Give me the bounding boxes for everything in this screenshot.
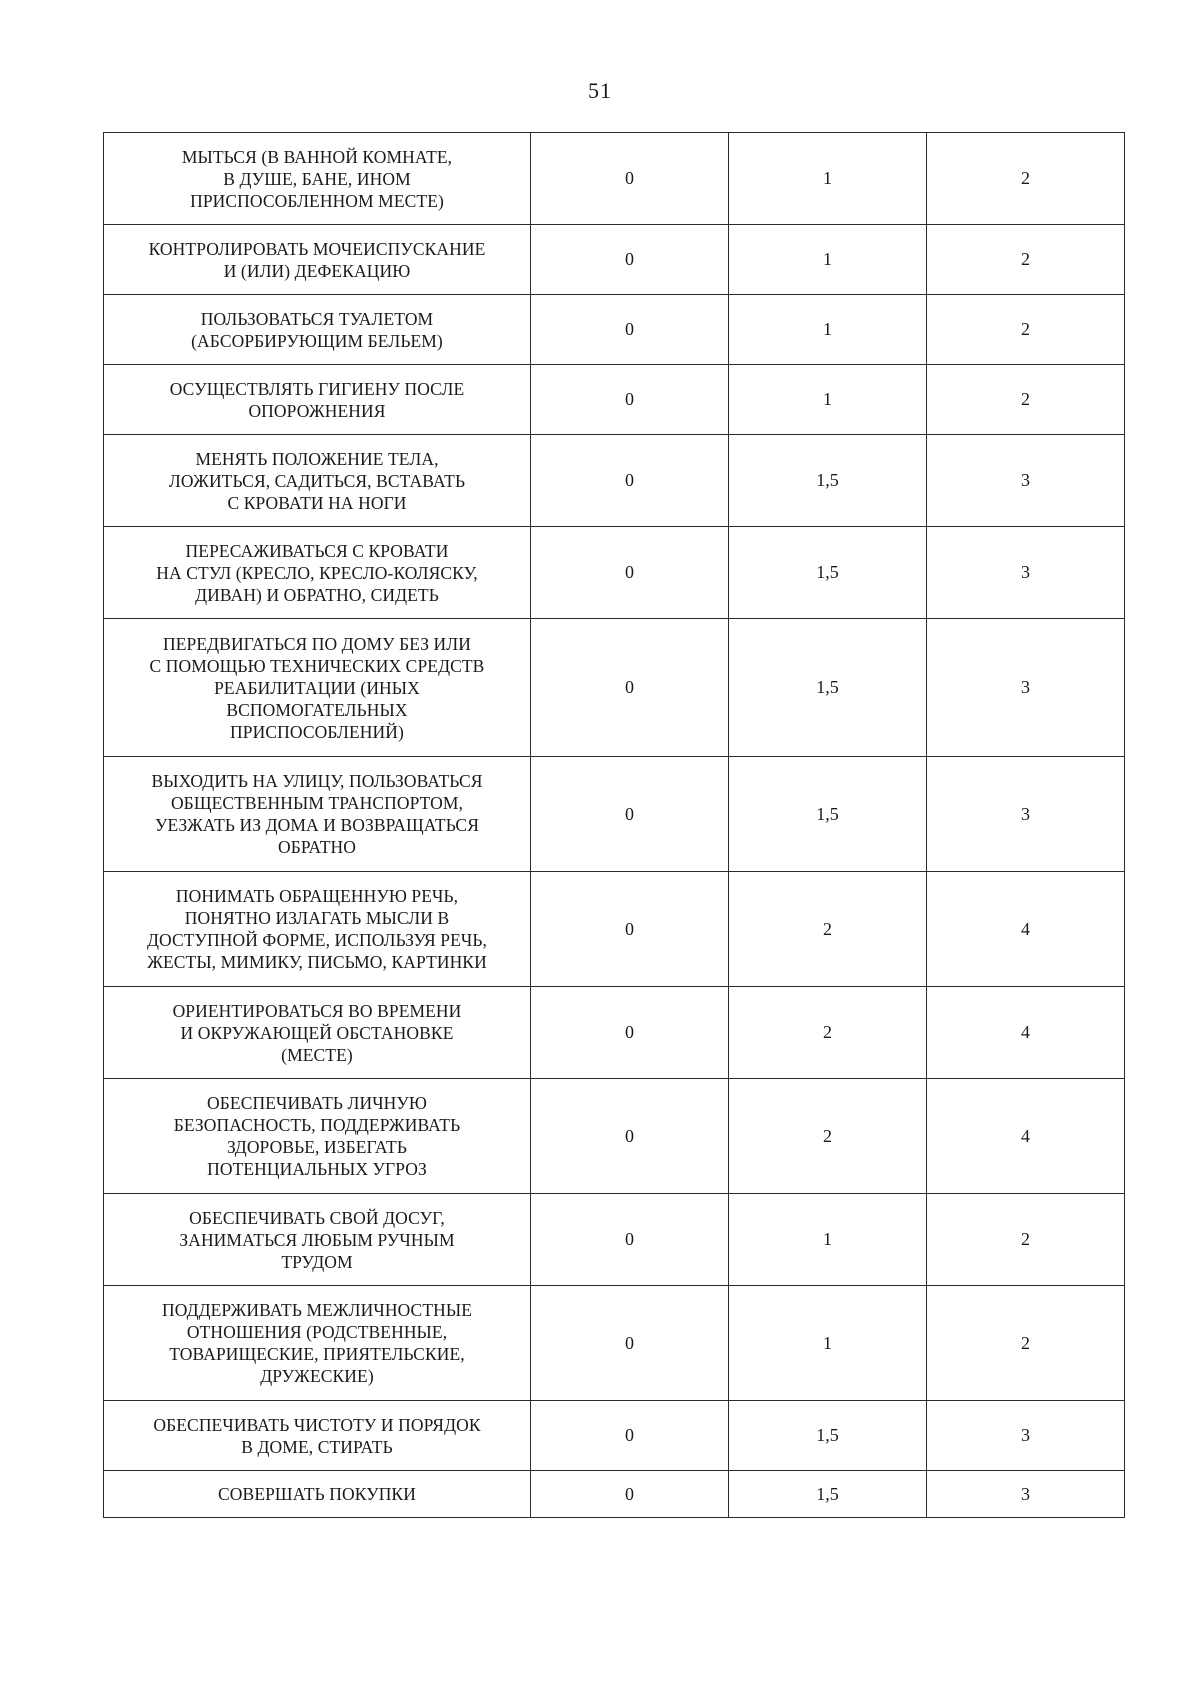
score-none-cell: 0 bbox=[531, 527, 729, 619]
activity-cell: ОРИЕНТИРОВАТЬСЯ ВО ВРЕМЕНИ И ОКРУЖАЮЩЕЙ ОБСТАНОВКЕ (МЕСТЕ) bbox=[104, 987, 531, 1079]
score-partial-cell: 1 bbox=[729, 1286, 927, 1401]
score-full-cell: 2 bbox=[927, 1194, 1125, 1286]
activity-cell: ОБЕСПЕЧИВАТЬ СВОЙ ДОСУГ, ЗАНИМАТЬСЯ ЛЮБЫМ РУЧНЫМ ТРУДОМ bbox=[104, 1194, 531, 1286]
score-full-cell: 2 bbox=[927, 1286, 1125, 1401]
score-partial-cell: 1 bbox=[729, 1194, 927, 1286]
score-partial-cell: 1,5 bbox=[729, 757, 927, 872]
table-row bbox=[104, 1286, 1125, 1401]
table-row bbox=[104, 133, 1125, 225]
score-full-cell: 3 bbox=[927, 435, 1125, 527]
score-partial-cell: 2 bbox=[729, 987, 927, 1079]
score-full-cell: 3 bbox=[927, 757, 1125, 872]
table-row bbox=[104, 757, 1125, 872]
score-none-cell: 0 bbox=[531, 619, 729, 757]
score-partial-cell: 1 bbox=[729, 225, 927, 295]
activity-cell: МЫТЬСЯ (В ВАННОЙ КОМНАТЕ, В ДУШЕ, БАНЕ, ИНОМ ПРИСПОСОБЛЕННОМ МЕСТЕ) bbox=[104, 133, 531, 225]
score-partial-cell: 1 bbox=[729, 295, 927, 365]
score-none-cell: 0 bbox=[531, 1286, 729, 1401]
score-full-cell: 4 bbox=[927, 987, 1125, 1079]
page-number: 51 bbox=[588, 78, 612, 103]
score-full-cell: 3 bbox=[927, 1471, 1125, 1518]
activity-cell: ОБЕСПЕЧИВАТЬ ЧИСТОТУ И ПОРЯДОК В ДОМЕ, СТИРАТЬ bbox=[104, 1401, 531, 1471]
score-partial-cell: 1,5 bbox=[729, 527, 927, 619]
activity-cell: ПЕРЕДВИГАТЬСЯ ПО ДОМУ БЕЗ ИЛИ С ПОМОЩЬЮ ТЕХНИЧЕСКИХ СРЕДСТВ РЕАБИЛИТАЦИИ (ИНЫХ ВСПОМОГАТЕЛЬНЫХ ПРИСПОСОБЛЕНИЙ) bbox=[104, 619, 531, 757]
activity-cell: СОВЕРШАТЬ ПОКУПКИ bbox=[104, 1471, 531, 1518]
table-row bbox=[104, 619, 1125, 757]
table-row bbox=[104, 365, 1125, 435]
score-none-cell: 0 bbox=[531, 133, 729, 225]
score-none-cell: 0 bbox=[531, 1079, 729, 1194]
score-none-cell: 0 bbox=[531, 435, 729, 527]
score-full-cell: 3 bbox=[927, 1401, 1125, 1471]
score-full-cell: 2 bbox=[927, 133, 1125, 225]
score-full-cell: 4 bbox=[927, 872, 1125, 987]
score-none-cell: 0 bbox=[531, 295, 729, 365]
table-row bbox=[104, 987, 1125, 1079]
table-row bbox=[104, 1194, 1125, 1286]
activity-cell: ПОДДЕРЖИВАТЬ МЕЖЛИЧНОСТНЫЕ ОТНОШЕНИЯ (РОДСТВЕННЫЕ, ТОВАРИЩЕСКИЕ, ПРИЯТЕЛЬСКИЕ, ДРУЖЕСКИЕ) bbox=[104, 1286, 531, 1401]
score-partial-cell: 1 bbox=[729, 365, 927, 435]
activity-cell: КОНТРОЛИРОВАТЬ МОЧЕИСПУСКАНИЕ И (ИЛИ) ДЕФЕКАЦИЮ bbox=[104, 225, 531, 295]
score-partial-cell: 1,5 bbox=[729, 435, 927, 527]
score-partial-cell: 2 bbox=[729, 872, 927, 987]
table-row bbox=[104, 1471, 1125, 1518]
activity-score-table bbox=[103, 132, 1125, 1518]
activity-cell: ПОЛЬЗОВАТЬСЯ ТУАЛЕТОМ (АБСОРБИРУЮЩИМ БЕЛЬЕМ) bbox=[104, 295, 531, 365]
score-full-cell: 3 bbox=[927, 527, 1125, 619]
score-partial-cell: 1,5 bbox=[729, 1471, 927, 1518]
score-none-cell: 0 bbox=[531, 225, 729, 295]
activity-score-table-container bbox=[103, 132, 1125, 1518]
activity-cell: ОБЕСПЕЧИВАТЬ ЛИЧНУЮ БЕЗОПАСНОСТЬ, ПОДДЕРЖИВАТЬ ЗДОРОВЬЕ, ИЗБЕГАТЬ ПОТЕНЦИАЛЬНЫХ УГРОЗ bbox=[104, 1079, 531, 1194]
score-partial-cell: 2 bbox=[729, 1079, 927, 1194]
score-full-cell: 2 bbox=[927, 365, 1125, 435]
score-none-cell: 0 bbox=[531, 757, 729, 872]
score-none-cell: 0 bbox=[531, 365, 729, 435]
table-row bbox=[104, 225, 1125, 295]
table-row bbox=[104, 872, 1125, 987]
score-partial-cell: 1 bbox=[729, 133, 927, 225]
table-row bbox=[104, 1401, 1125, 1471]
score-none-cell: 0 bbox=[531, 1194, 729, 1286]
table-row bbox=[104, 527, 1125, 619]
activity-cell: ВЫХОДИТЬ НА УЛИЦУ, ПОЛЬЗОВАТЬСЯ ОБЩЕСТВЕННЫМ ТРАНСПОРТОМ, УЕЗЖАТЬ ИЗ ДОМА И ВОЗВРАЩАТЬСЯ ОБРАТНО bbox=[104, 757, 531, 872]
activity-cell: МЕНЯТЬ ПОЛОЖЕНИЕ ТЕЛА, ЛОЖИТЬСЯ, САДИТЬСЯ, ВСТАВАТЬ С КРОВАТИ НА НОГИ bbox=[104, 435, 531, 527]
score-none-cell: 0 bbox=[531, 987, 729, 1079]
table-row bbox=[104, 1079, 1125, 1194]
score-none-cell: 0 bbox=[531, 1401, 729, 1471]
activity-cell: ПЕРЕСАЖИВАТЬСЯ С КРОВАТИ НА СТУЛ (КРЕСЛО, КРЕСЛО-КОЛЯСКУ, ДИВАН) И ОБРАТНО, СИДЕТЬ bbox=[104, 527, 531, 619]
score-none-cell: 0 bbox=[531, 1471, 729, 1518]
table-row bbox=[104, 295, 1125, 365]
score-none-cell: 0 bbox=[531, 872, 729, 987]
score-full-cell: 2 bbox=[927, 295, 1125, 365]
score-partial-cell: 1,5 bbox=[729, 1401, 927, 1471]
score-full-cell: 2 bbox=[927, 225, 1125, 295]
activity-cell: ПОНИМАТЬ ОБРАЩЕННУЮ РЕЧЬ, ПОНЯТНО ИЗЛАГАТЬ МЫСЛИ В ДОСТУПНОЙ ФОРМЕ, ИСПОЛЬЗУЯ РЕЧЬ, ЖЕСТЫ, МИМИКУ, ПИСЬМО, КАРТИНКИ bbox=[104, 872, 531, 987]
score-full-cell: 4 bbox=[927, 1079, 1125, 1194]
table-row bbox=[104, 435, 1125, 527]
table-body bbox=[104, 133, 1125, 1518]
activity-cell: ОСУЩЕСТВЛЯТЬ ГИГИЕНУ ПОСЛЕ ОПОРОЖНЕНИЯ bbox=[104, 365, 531, 435]
score-full-cell: 3 bbox=[927, 619, 1125, 757]
score-partial-cell: 1,5 bbox=[729, 619, 927, 757]
